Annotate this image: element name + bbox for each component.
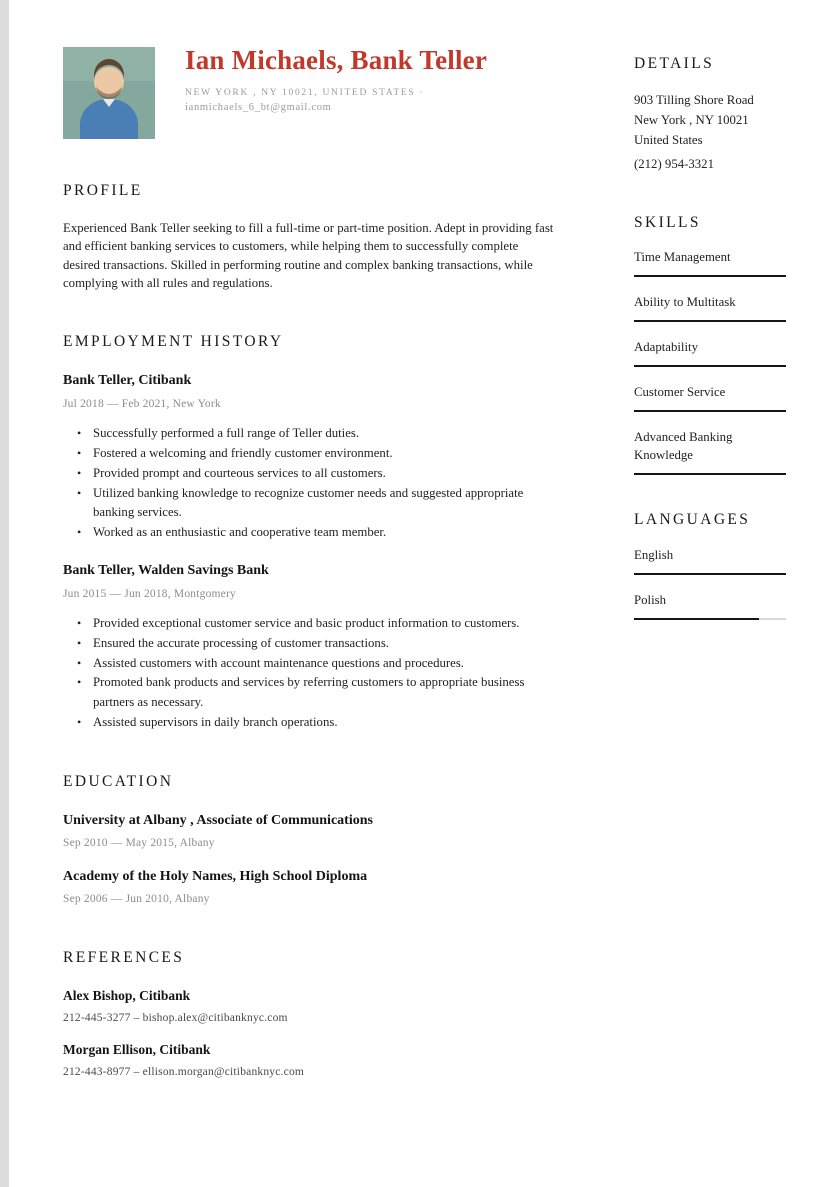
section-heading-skills: SKILLS	[634, 213, 701, 231]
bullet-item: • Fostered a welcoming and friendly customer environment.	[63, 444, 557, 464]
skill-meter	[634, 275, 786, 277]
skill-meter-fill	[634, 365, 786, 367]
skill-label: Time Management	[634, 250, 731, 265]
profile-summary: Experienced Bank Teller seeking to fill a full-time or part-time position. Adept in providing fast and efficient banking services to customers, while helping them to successfully complete desired transactions. Skilled in performing routine and complex banking transactions, while complying with all rules and regulations.	[63, 220, 554, 291]
bullet-item: • Utilized banking knowledge to recognize customer needs and suggested appropriate banking services.	[63, 484, 557, 524]
main-column	[63, 182, 557, 1078]
skill-meter-fill	[634, 320, 786, 322]
skill-label: Customer Service	[634, 385, 726, 400]
profile-photo	[63, 47, 155, 139]
job-bullet-list	[63, 614, 557, 733]
bullet-item: • Worked as an enthusiastic and cooperative team member.	[63, 523, 557, 543]
reference-entry	[63, 1042, 557, 1078]
language-meter	[634, 618, 786, 620]
reference-contact: 212-445-3277 – bishop.alex@citibanknyc.com	[63, 1011, 288, 1024]
job-entry	[63, 563, 557, 733]
skill-meter-fill	[634, 410, 786, 412]
education-title: Academy of the Holy Names, High School Diploma	[63, 869, 368, 885]
contact-separator: ·	[419, 88, 425, 99]
address-line: 903 Tilling Shore Road	[634, 92, 754, 107]
reference-name: Alex Bishop, Citibank	[63, 987, 191, 1003]
section-heading-references: REFERENCES	[63, 949, 185, 967]
skill-meter	[634, 320, 786, 322]
skill-meter	[634, 473, 786, 475]
job-dates: Jul 2018 — Feb 2021, New York	[63, 398, 221, 411]
section-heading-profile: PROFILE	[63, 182, 143, 199]
reference-name: Morgan Ellison, Citibank	[63, 1041, 211, 1057]
contact-location-line	[185, 88, 605, 98]
candidate-name: Ian Michaels, Bank Teller	[185, 45, 488, 75]
sidebar-column	[634, 55, 786, 620]
skill-item	[634, 383, 786, 412]
language-item	[634, 546, 786, 575]
contact-email: ianmichaels_6_bt@gmail.com	[185, 102, 332, 114]
skill-meter	[634, 365, 786, 367]
resume-header	[185, 44, 605, 113]
reference-entry	[63, 988, 557, 1024]
education-entry	[63, 813, 557, 849]
reference-contact: 212-443-8977 – ellison.morgan@citibanknyc.com	[63, 1065, 305, 1078]
job-dates: Jun 2015 — Jun 2018, Montgomery	[63, 587, 236, 600]
language-label: English	[634, 547, 674, 562]
address-line: New York , NY 10021	[634, 112, 749, 127]
address-line: United States	[634, 132, 703, 147]
bullet-item: • Provided exceptional customer service and basic product information to customers.	[63, 614, 557, 634]
section-heading-languages: LANGUAGES	[634, 511, 751, 529]
education-title: University at Albany , Associate of Communications	[63, 813, 373, 829]
language-label: Polish	[634, 592, 667, 607]
bullet-item: • Provided prompt and courteous services to all customers.	[63, 464, 557, 484]
profile-photo-image	[63, 47, 155, 139]
skill-meter-fill	[634, 275, 786, 277]
language-item	[634, 591, 786, 620]
section-heading-education: EDUCATION	[63, 772, 174, 790]
skill-meter	[634, 410, 786, 412]
job-title: Bank Teller, Walden Savings Bank	[63, 562, 269, 578]
page-edge-strip	[0, 0, 9, 1187]
language-meter-fill	[634, 618, 759, 620]
job-entry	[63, 373, 557, 543]
skill-item	[634, 428, 786, 475]
address-block	[634, 90, 786, 150]
education-entry	[63, 869, 557, 905]
skill-item	[634, 248, 786, 277]
language-meter	[634, 573, 786, 575]
bullet-item: • Successfully performed a full range of Teller duties.	[63, 424, 557, 444]
job-title: Bank Teller, Citibank	[63, 373, 192, 389]
skill-item	[634, 293, 786, 322]
language-meter-fill	[634, 573, 786, 575]
section-heading-details: DETAILS	[634, 55, 715, 72]
education-dates: Sep 2006 — Jun 2010, Albany	[63, 893, 210, 906]
skills-section	[634, 214, 786, 476]
languages-section	[634, 511, 786, 620]
skill-label: Ability to Multitask	[634, 295, 736, 310]
skill-label: Adaptability	[634, 340, 698, 355]
bullet-item: • Assisted supervisors in daily branch operations.	[63, 713, 557, 733]
skill-label: Advanced Banking Knowledge	[634, 430, 733, 463]
education-dates: Sep 2010 — May 2015, Albany	[63, 837, 215, 850]
job-bullet-list	[63, 424, 557, 543]
phone-number: (212) 954-3321	[634, 156, 714, 171]
skill-meter-fill	[634, 473, 786, 475]
bullet-item: • Ensured the accurate processing of customer transactions.	[63, 634, 557, 654]
section-heading-employment: EMPLOYMENT HISTORY	[63, 332, 284, 350]
bullet-item: • Promoted bank products and services by referring customers to appropriate business partners as necessary.	[63, 673, 557, 713]
contact-location: NEW YORK , NY 10021, UNITED STATES	[185, 88, 416, 99]
skill-item	[634, 338, 786, 367]
bullet-item: • Assisted customers with account maintenance questions and procedures.	[63, 654, 557, 674]
